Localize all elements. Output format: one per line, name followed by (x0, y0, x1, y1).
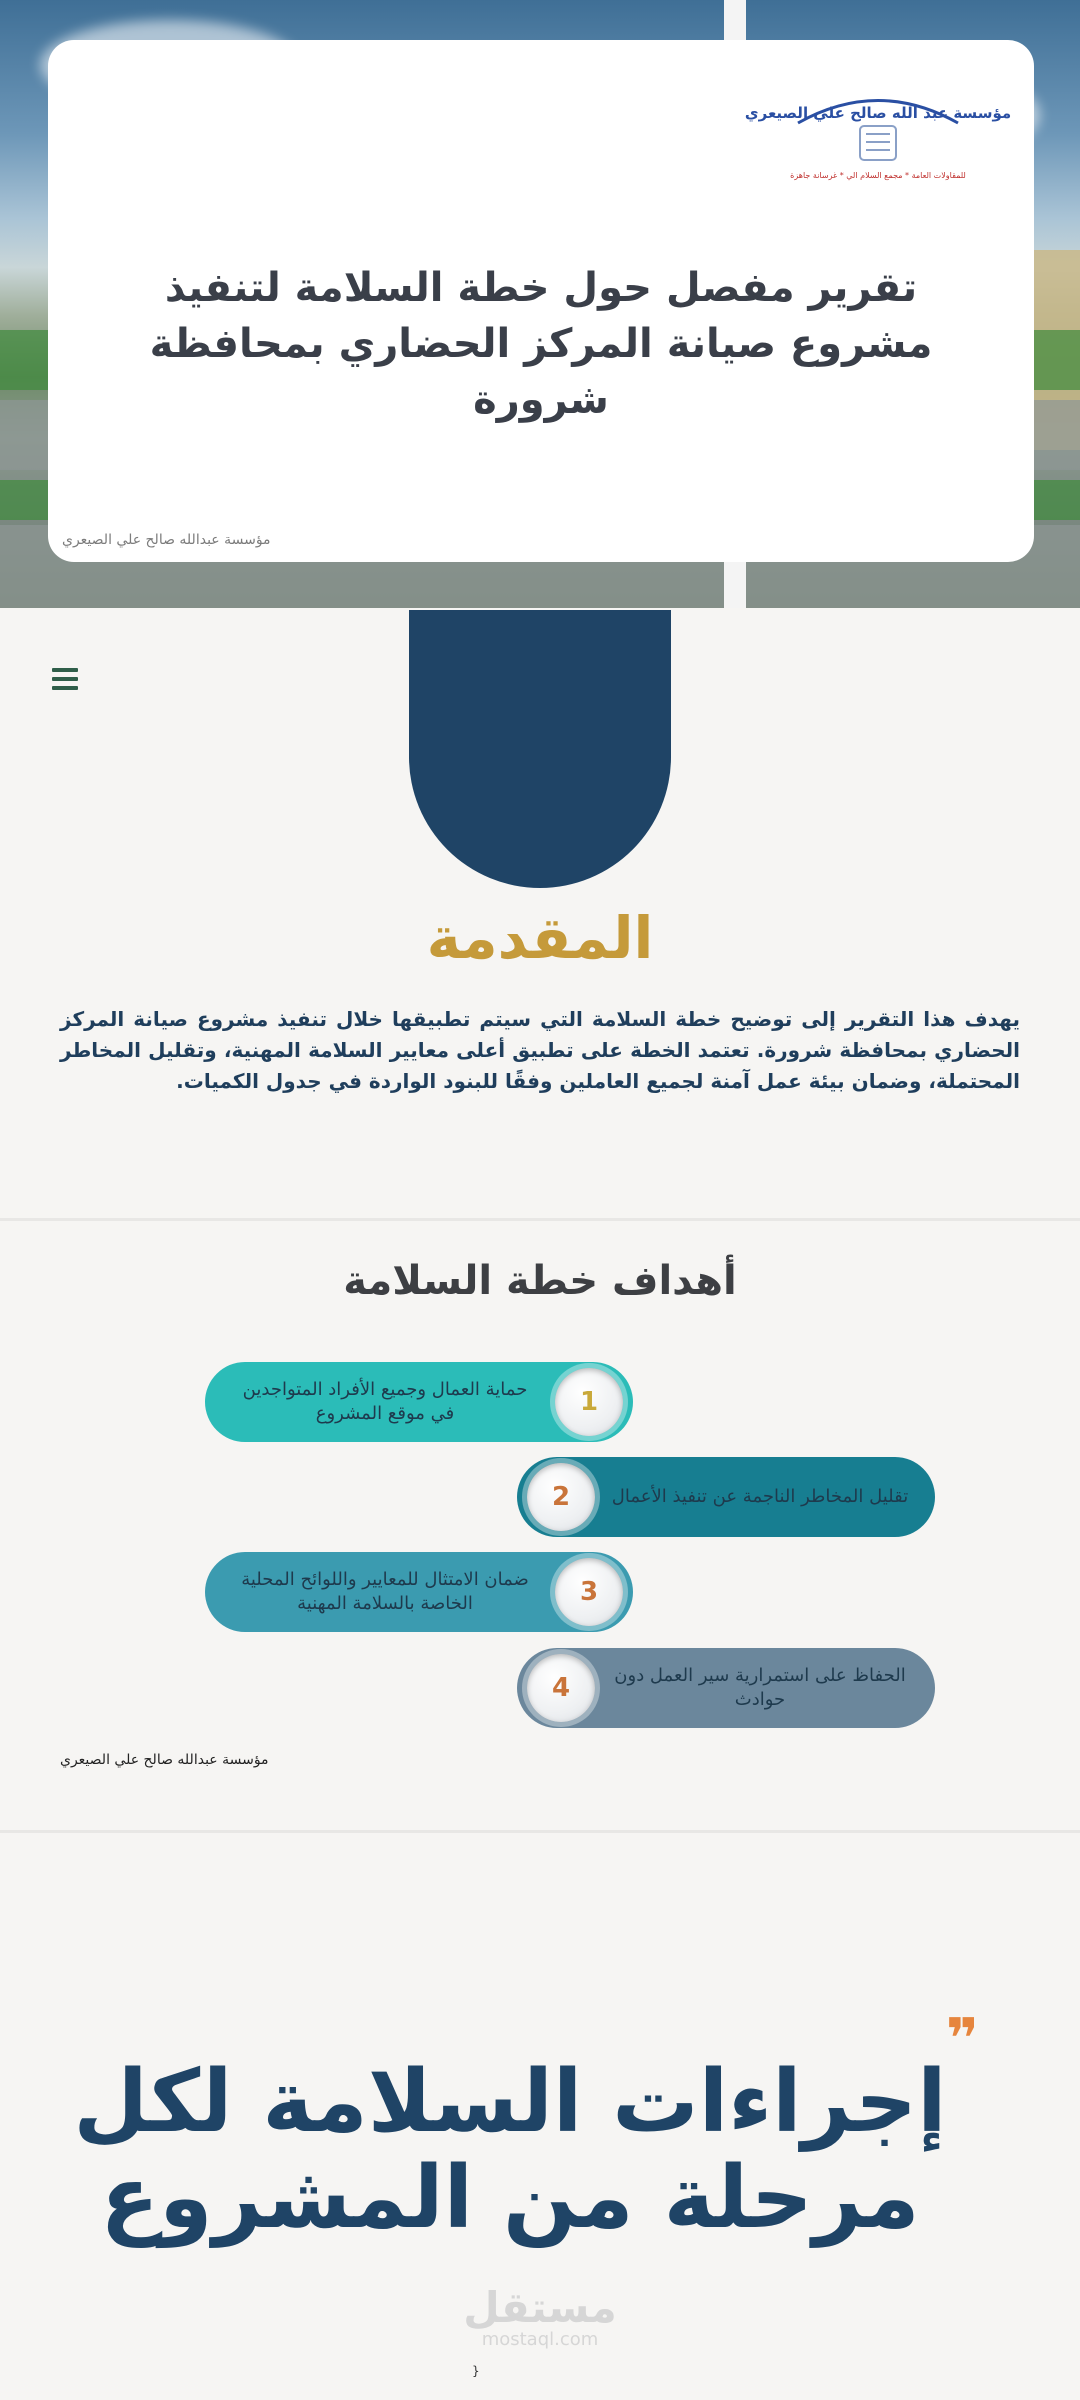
section-divider (0, 1218, 1080, 1221)
intro-title: المقدمة (426, 904, 654, 972)
goal-item (517, 1648, 935, 1728)
bottom-glyph: } (472, 2364, 480, 2378)
goal-number: 4 (527, 1654, 595, 1722)
goal-number: 1 (555, 1368, 623, 1436)
goal-item (205, 1362, 633, 1442)
watermark (0, 2283, 1080, 2350)
section-divider (0, 1830, 1080, 1833)
logo-tagline: للمقاولات العامة * مجمع السلام الي * غرسانة جاهزة (790, 171, 966, 180)
goal-number: 3 (555, 1558, 623, 1626)
watermark-arabic: مستقل (463, 2283, 617, 2332)
goal-text: ضمان الامتثال للمعايير واللوائح المحلية الخاصة بالسلامة المهنية (241, 1569, 529, 1614)
goal-text: الحفاظ على استمرارية سير العمل دون حوادث (614, 1665, 906, 1710)
logo-name: مؤسسة عبد الله صالح علي الصيعري (744, 104, 1012, 122)
hero-card (48, 40, 1034, 562)
hero-footer: مؤسسة عبدالله صالح علي الصيعري (62, 532, 271, 548)
procedures-title: إجراءات السلامة لكل مرحلة من المشروع (73, 2052, 947, 2248)
goal-number: 2 (527, 1463, 595, 1531)
hero-section (0, 0, 1080, 608)
intro-body: يهدف هذا التقرير إلى توضيح خطة السلامة التي سيتم تطبيقها خلال تنفيذ مشروع صيانة المركز الحضاري بمحافظة شرورة. تعتمد الخطة على تطبيق أعلى معايير السلامة المهنية، وتقليل المخاطر المحتملة، وضمان بيئة عمل آمنة لجميع العاملين وفقًا للبنود الواردة في جدول الكميات. (60, 1007, 1020, 1093)
menu-icon[interactable] (52, 668, 78, 690)
logo-emblem-icon (744, 78, 1012, 188)
goal-text: تقليل المخاطر الناجمة عن تنفيذ الأعمال (611, 1486, 909, 1507)
goals-title: أهداف خطة السلامة (343, 1258, 737, 1304)
hero-title: تقرير مفصل حول خطة السلامة لتنفيذ مشروع صيانة المركز الحضاري بمحافظة شرورة (149, 265, 933, 423)
quote-icon: ❞ (946, 2007, 979, 2072)
goal-text: حماية العمال وجميع الأفراد المتواجدين في موقع المشروع (242, 1379, 528, 1424)
goal-item (517, 1457, 935, 1537)
goals-footer: مؤسسة عبدالله صالح علي الصيعري (60, 1752, 269, 1768)
goal-item (205, 1552, 633, 1632)
decorative-arch (409, 610, 671, 888)
watermark-latin: mostaql.com (481, 2329, 599, 2350)
